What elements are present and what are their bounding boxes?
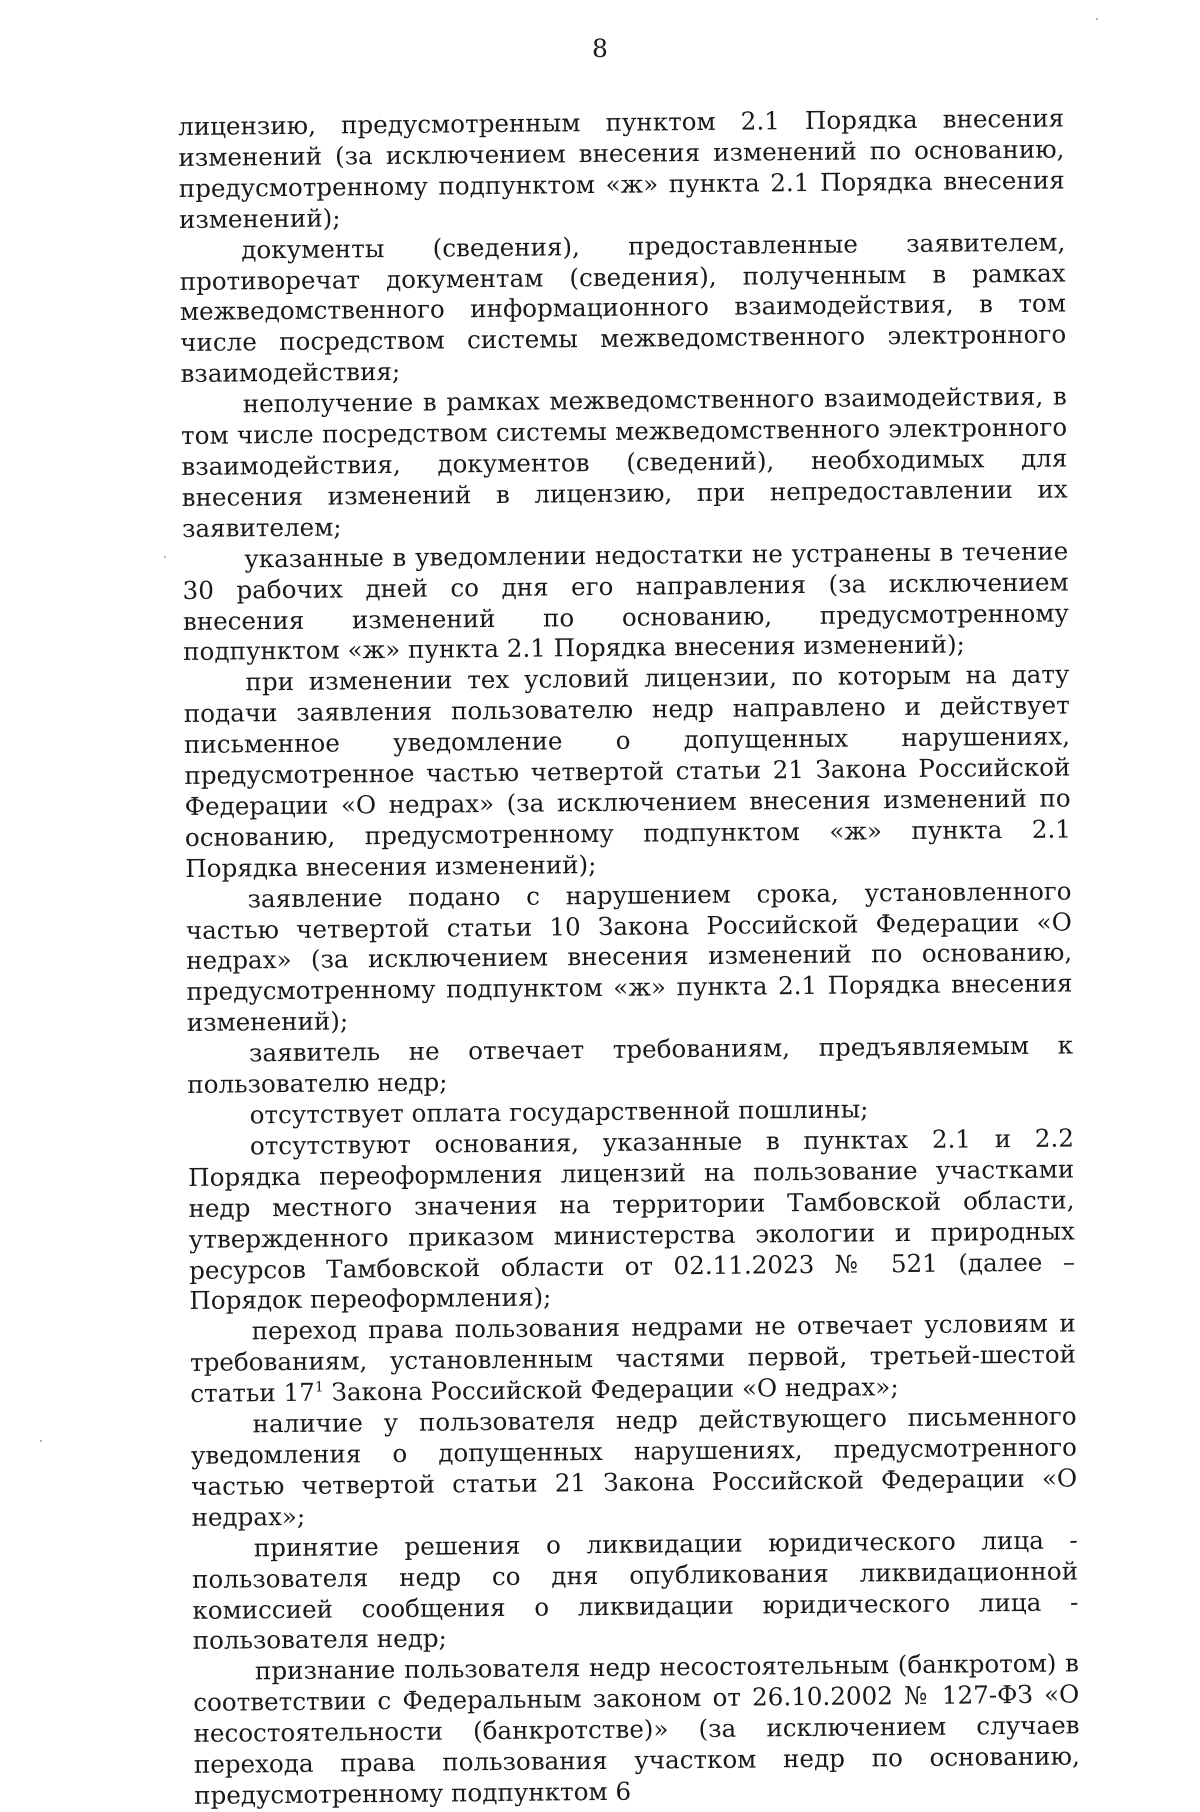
paragraph: отсутствуют основания, указанные в пунктах 2.1 и 2.2 Порядка переоформления лицензий на пользование участками недр местного значения на территории Тамбовской области, утвержденного приказом министерства экологии и природных ресурсов Тамбовской области от 02.11.2023 № 521 (далее – Порядок переоформления); xyxy=(188,1123,1076,1316)
paragraph: указанные в уведомлении недостатки не устранены в течение 30 рабочих дней со дня его направления (за исключением внесения изменений по основанию, предусмотренному подпунктом «ж» пункта 2.1 Порядка внесения изменений); xyxy=(182,536,1069,667)
paragraph xyxy=(190,1309,1077,1410)
paragraph: отсутствует оплата государственной пошлины; xyxy=(249,1094,869,1130)
paragraph: заявление подано с нарушением срока, установленного частью четвертой статьи 10 Закона Российской Федерации «О недрах» (за исключением внесения изменений по основанию, предусмотренному подпунктом «ж» пункта 2.1 Порядка внесения изменений); xyxy=(185,876,1073,1038)
paragraph: при изменении тех условий лицензии, по которым на дату подачи заявления пользователю недр направлено и действует письменное уведомление о допущенных нарушениях, предусмотренное частью четвертой статьи 21 Закона Российской Федерации «О недрах» (за исключением внесения изменений по основанию, предусмотренному подпунктом «ж» пункта 2.1 Порядка внесения изменений); xyxy=(183,659,1072,883)
paragraph: неполучение в рамках межведомственного взаимодействия, в том числе посредством системы межведомственного электронного взаимодействия, документов (сведений), необходимых для внесения изменений в лицензию, при непредоставлении их заявителем; xyxy=(180,381,1068,543)
paragraph: признание пользователя недр несостоятельным (банкротом) в соответствии с Федеральным законом от 26.10.2002 № 127-ФЗ «О несостоятельности (банкротстве)» (за исключением случаев перехода права пользования участком недр по основанию, предусмотренному подпунктом 6 xyxy=(193,1648,1080,1810)
scan-speck xyxy=(1096,18,1098,20)
paragraph-text: Закона Российской Федерации «О недрах»; xyxy=(323,1372,899,1407)
superscript: 1 xyxy=(314,1379,324,1396)
paragraph: принятие решения о ликвидации юридического лица - пользователя недр со дня опубликования ликвидационной комиссией сообщения о ликвидации юридического лица - пользователя недр; xyxy=(191,1525,1079,1656)
paragraph-text: переход права пользования недрами не отвечает условиям и требованиям, установленным частями первой, третьей-шестой статьи 17 xyxy=(189,1308,1077,1409)
page-number: 8 xyxy=(592,34,608,63)
paragraph: наличие у пользователя недр действующего письменного уведомления о допущенных нарушениях, предусмотренного частью четвертой статьи 21 Закона Российской Федерации «О недрах»; xyxy=(190,1401,1078,1532)
paragraph: лицензию, предусмотренным пунктом 2.1 Порядка внесения изменений (за исключением внесения изменений по основанию, предусмотренному подпунктом «ж» пункта 2.1 Порядка внесения изменений); xyxy=(178,103,1065,234)
document-body xyxy=(178,103,1080,1811)
paragraph: заявитель не отвечает требованиям, предъявляемым к пользователю недр; xyxy=(187,1030,1074,1100)
paragraph: документы (сведения), предоставленные заявителем, противоречат документам (сведения), полученным в рамках межведомственного информационного взаимодействия, в том числе посредством системы межведомственного электронного взаимодействия; xyxy=(179,227,1067,389)
scan-speck xyxy=(40,1440,42,1442)
scan-speck xyxy=(164,556,166,558)
